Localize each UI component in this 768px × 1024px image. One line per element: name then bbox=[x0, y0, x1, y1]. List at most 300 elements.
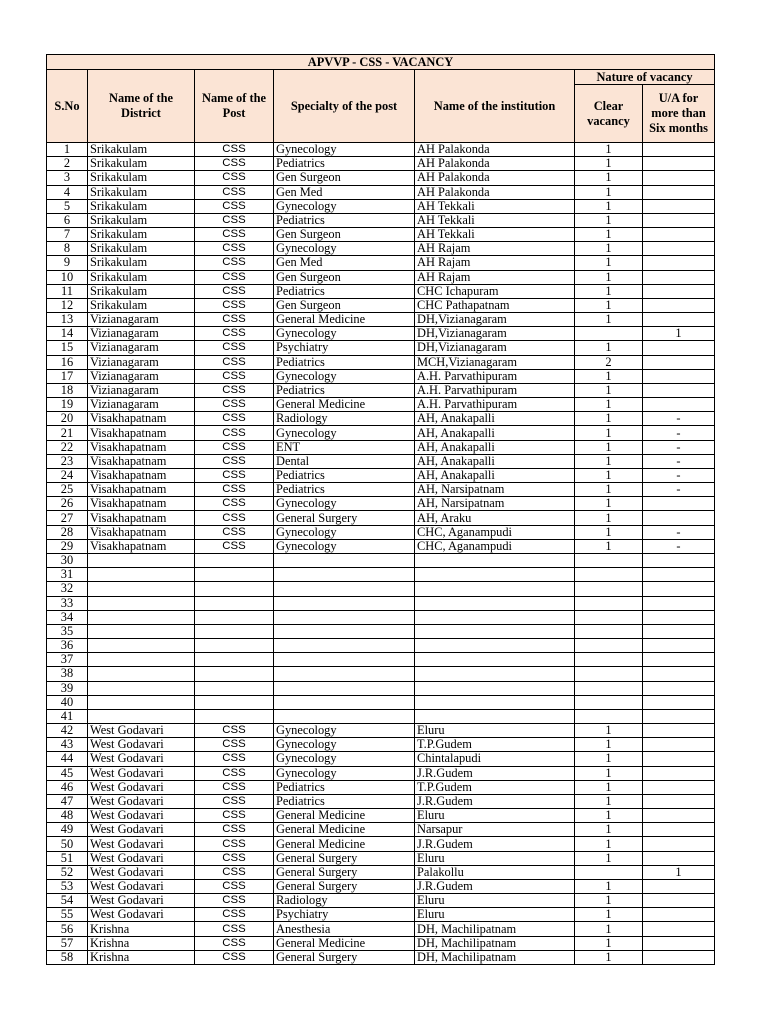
cell-post: CSS bbox=[195, 284, 274, 298]
cell-clear-vacancy: 1 bbox=[575, 298, 643, 312]
cell-institution: A.H. Parvathipuram bbox=[415, 383, 575, 397]
cell-post: CSS bbox=[195, 341, 274, 355]
cell-post: CSS bbox=[195, 908, 274, 922]
cell-institution bbox=[415, 667, 575, 681]
cell-post: CSS bbox=[195, 242, 274, 256]
table-header bbox=[47, 55, 715, 143]
cell-district: Srikakulam bbox=[88, 199, 195, 213]
cell-ua-vacancy bbox=[643, 610, 715, 624]
cell-clear-vacancy: 1 bbox=[575, 143, 643, 157]
cell-sno: 41 bbox=[47, 709, 88, 723]
cell-institution bbox=[415, 681, 575, 695]
cell-post bbox=[195, 624, 274, 638]
cell-institution: T.P.Gudem bbox=[415, 780, 575, 794]
cell-institution: AH Palakonda bbox=[415, 185, 575, 199]
cell-institution: CHC Ichapuram bbox=[415, 284, 575, 298]
cell-district: Vizianagaram bbox=[88, 313, 195, 327]
cell-district bbox=[88, 624, 195, 638]
cell-district: Srikakulam bbox=[88, 157, 195, 171]
cell-institution: CHC, Aganampudi bbox=[415, 539, 575, 553]
cell-institution: J.R.Gudem bbox=[415, 766, 575, 780]
cell-district: Vizianagaram bbox=[88, 369, 195, 383]
table-row bbox=[47, 894, 715, 908]
cell-specialty: Pediatrics bbox=[274, 383, 415, 397]
cell-clear-vacancy: 1 bbox=[575, 752, 643, 766]
cell-ua-vacancy bbox=[643, 738, 715, 752]
cell-institution: AH Tekkali bbox=[415, 199, 575, 213]
cell-institution: AH Palakonda bbox=[415, 143, 575, 157]
cell-clear-vacancy bbox=[575, 596, 643, 610]
cell-institution: AH, Araku bbox=[415, 511, 575, 525]
cell-district: West Godavari bbox=[88, 851, 195, 865]
cell-district: Visakhapatnam bbox=[88, 483, 195, 497]
cell-institution: AH Tekkali bbox=[415, 213, 575, 227]
table-row bbox=[47, 355, 715, 369]
cell-district bbox=[88, 681, 195, 695]
cell-institution: DH,Vizianagaram bbox=[415, 327, 575, 341]
cell-specialty: Gynecology bbox=[274, 497, 415, 511]
cell-district: Visakhapatnam bbox=[88, 426, 195, 440]
table-row bbox=[47, 681, 715, 695]
cell-post: CSS bbox=[195, 412, 274, 426]
table-row bbox=[47, 185, 715, 199]
cell-clear-vacancy: 1 bbox=[575, 738, 643, 752]
table-row bbox=[47, 780, 715, 794]
table-row bbox=[47, 412, 715, 426]
cell-district: West Godavari bbox=[88, 908, 195, 922]
cell-ua-vacancy: 1 bbox=[643, 865, 715, 879]
cell-clear-vacancy: 1 bbox=[575, 383, 643, 397]
table-row bbox=[47, 242, 715, 256]
cell-institution: J.R.Gudem bbox=[415, 837, 575, 851]
cell-ua-vacancy bbox=[643, 823, 715, 837]
cell-district: West Godavari bbox=[88, 780, 195, 794]
cell-ua-vacancy: - bbox=[643, 454, 715, 468]
cell-specialty: Pediatrics bbox=[274, 794, 415, 808]
cell-specialty: Gynecology bbox=[274, 369, 415, 383]
cell-ua-vacancy bbox=[643, 185, 715, 199]
cell-post: CSS bbox=[195, 809, 274, 823]
cell-sno: 44 bbox=[47, 752, 88, 766]
cell-district: Visakhapatnam bbox=[88, 440, 195, 454]
cell-district: West Godavari bbox=[88, 894, 195, 908]
cell-sno: 39 bbox=[47, 681, 88, 695]
cell-sno: 19 bbox=[47, 398, 88, 412]
cell-institution: J.R.Gudem bbox=[415, 794, 575, 808]
cell-post: CSS bbox=[195, 879, 274, 893]
cell-district: Srikakulam bbox=[88, 185, 195, 199]
cell-clear-vacancy: 1 bbox=[575, 171, 643, 185]
cell-sno: 26 bbox=[47, 497, 88, 511]
cell-district: Vizianagaram bbox=[88, 383, 195, 397]
cell-district: Visakhapatnam bbox=[88, 511, 195, 525]
cell-institution: CHC Pathapatnam bbox=[415, 298, 575, 312]
cell-ua-vacancy bbox=[643, 766, 715, 780]
cell-institution: AH, Anakapalli bbox=[415, 426, 575, 440]
table-row bbox=[47, 383, 715, 397]
cell-institution bbox=[415, 695, 575, 709]
cell-institution: Chintalapudi bbox=[415, 752, 575, 766]
table-row bbox=[47, 667, 715, 681]
cell-institution: AH Rajam bbox=[415, 270, 575, 284]
table-row bbox=[47, 809, 715, 823]
cell-district: Visakhapatnam bbox=[88, 539, 195, 553]
cell-post: CSS bbox=[195, 298, 274, 312]
cell-post: CSS bbox=[195, 823, 274, 837]
cell-district: Vizianagaram bbox=[88, 398, 195, 412]
cell-post: CSS bbox=[195, 865, 274, 879]
cell-specialty: Psychiatry bbox=[274, 341, 415, 355]
cell-sno: 46 bbox=[47, 780, 88, 794]
table-row bbox=[47, 440, 715, 454]
cell-clear-vacancy bbox=[575, 568, 643, 582]
cell-ua-vacancy bbox=[643, 879, 715, 893]
cell-sno: 28 bbox=[47, 525, 88, 539]
cell-specialty: Gynecology bbox=[274, 242, 415, 256]
cell-specialty: Radiology bbox=[274, 894, 415, 908]
cell-sno: 56 bbox=[47, 922, 88, 936]
cell-institution bbox=[415, 639, 575, 653]
cell-clear-vacancy bbox=[575, 695, 643, 709]
cell-post: CSS bbox=[195, 837, 274, 851]
cell-district: Srikakulam bbox=[88, 256, 195, 270]
table-row bbox=[47, 341, 715, 355]
cell-specialty: Pediatrics bbox=[274, 284, 415, 298]
cell-specialty: Gynecology bbox=[274, 766, 415, 780]
cell-specialty: Anesthesia bbox=[274, 922, 415, 936]
header-clear-vacancy: Clear vacancy bbox=[575, 85, 643, 143]
cell-clear-vacancy: 1 bbox=[575, 284, 643, 298]
header-post: Name of the Post bbox=[195, 70, 274, 143]
cell-post bbox=[195, 553, 274, 567]
cell-sno: 18 bbox=[47, 383, 88, 397]
table-row bbox=[47, 879, 715, 893]
table-row bbox=[47, 596, 715, 610]
cell-ua-vacancy bbox=[643, 497, 715, 511]
cell-district: West Godavari bbox=[88, 794, 195, 808]
cell-specialty: Gen Surgeon bbox=[274, 298, 415, 312]
cell-post: CSS bbox=[195, 426, 274, 440]
cell-specialty: Gen Surgeon bbox=[274, 228, 415, 242]
cell-sno: 57 bbox=[47, 936, 88, 950]
cell-specialty: Pediatrics bbox=[274, 355, 415, 369]
cell-ua-vacancy bbox=[643, 851, 715, 865]
cell-clear-vacancy: 1 bbox=[575, 426, 643, 440]
cell-sno: 1 bbox=[47, 143, 88, 157]
cell-sno: 53 bbox=[47, 879, 88, 893]
cell-clear-vacancy: 1 bbox=[575, 228, 643, 242]
cell-institution: AH, Anakapalli bbox=[415, 468, 575, 482]
cell-district bbox=[88, 667, 195, 681]
cell-post bbox=[195, 596, 274, 610]
cell-clear-vacancy: 1 bbox=[575, 369, 643, 383]
table-row bbox=[47, 483, 715, 497]
cell-clear-vacancy: 1 bbox=[575, 908, 643, 922]
cell-sno: 22 bbox=[47, 440, 88, 454]
cell-clear-vacancy: 1 bbox=[575, 256, 643, 270]
cell-sno: 3 bbox=[47, 171, 88, 185]
cell-ua-vacancy bbox=[643, 199, 715, 213]
cell-clear-vacancy: 1 bbox=[575, 412, 643, 426]
cell-specialty bbox=[274, 639, 415, 653]
cell-institution: Eluru bbox=[415, 724, 575, 738]
cell-sno: 27 bbox=[47, 511, 88, 525]
cell-ua-vacancy: - bbox=[643, 426, 715, 440]
cell-post: CSS bbox=[195, 539, 274, 553]
cell-post: CSS bbox=[195, 228, 274, 242]
cell-clear-vacancy: 1 bbox=[575, 213, 643, 227]
cell-ua-vacancy: - bbox=[643, 468, 715, 482]
cell-sno: 49 bbox=[47, 823, 88, 837]
cell-specialty: General Surgery bbox=[274, 851, 415, 865]
cell-specialty bbox=[274, 610, 415, 624]
cell-specialty bbox=[274, 624, 415, 638]
cell-ua-vacancy bbox=[643, 837, 715, 851]
cell-specialty: Pediatrics bbox=[274, 468, 415, 482]
cell-post: CSS bbox=[195, 525, 274, 539]
cell-post: CSS bbox=[195, 738, 274, 752]
cell-district: Vizianagaram bbox=[88, 355, 195, 369]
cell-clear-vacancy: 1 bbox=[575, 837, 643, 851]
cell-institution: A.H. Parvathipuram bbox=[415, 398, 575, 412]
cell-sno: 34 bbox=[47, 610, 88, 624]
table-body bbox=[47, 143, 715, 965]
cell-sno: 21 bbox=[47, 426, 88, 440]
cell-ua-vacancy: - bbox=[643, 483, 715, 497]
header-institution: Name of the institution bbox=[415, 70, 575, 143]
cell-district: West Godavari bbox=[88, 752, 195, 766]
vacancy-table bbox=[46, 54, 715, 965]
table-row bbox=[47, 738, 715, 752]
table-row bbox=[47, 936, 715, 950]
table-row bbox=[47, 908, 715, 922]
cell-ua-vacancy bbox=[643, 596, 715, 610]
cell-sno: 10 bbox=[47, 270, 88, 284]
cell-ua-vacancy bbox=[643, 908, 715, 922]
cell-specialty: General Medicine bbox=[274, 809, 415, 823]
cell-district: West Godavari bbox=[88, 823, 195, 837]
cell-post: CSS bbox=[195, 171, 274, 185]
cell-district: Krishna bbox=[88, 922, 195, 936]
cell-specialty: General Surgery bbox=[274, 950, 415, 964]
cell-specialty: Gynecology bbox=[274, 143, 415, 157]
cell-ua-vacancy bbox=[643, 724, 715, 738]
cell-clear-vacancy: 1 bbox=[575, 823, 643, 837]
cell-post: CSS bbox=[195, 213, 274, 227]
cell-district: Visakhapatnam bbox=[88, 525, 195, 539]
table-row bbox=[47, 624, 715, 638]
table-row bbox=[47, 653, 715, 667]
cell-sno: 25 bbox=[47, 483, 88, 497]
cell-specialty: Psychiatry bbox=[274, 908, 415, 922]
cell-district bbox=[88, 709, 195, 723]
cell-sno: 8 bbox=[47, 242, 88, 256]
cell-sno: 32 bbox=[47, 582, 88, 596]
cell-sno: 58 bbox=[47, 950, 88, 964]
cell-ua-vacancy bbox=[643, 709, 715, 723]
cell-specialty: Gynecology bbox=[274, 525, 415, 539]
cell-post bbox=[195, 709, 274, 723]
cell-sno: 13 bbox=[47, 313, 88, 327]
cell-clear-vacancy bbox=[575, 610, 643, 624]
cell-specialty: General Surgery bbox=[274, 511, 415, 525]
table-row bbox=[47, 171, 715, 185]
cell-clear-vacancy: 1 bbox=[575, 454, 643, 468]
header-specialty: Specialty of the post bbox=[274, 70, 415, 143]
cell-specialty: Gynecology bbox=[274, 752, 415, 766]
table-row bbox=[47, 539, 715, 553]
cell-post: CSS bbox=[195, 327, 274, 341]
cell-district: Srikakulam bbox=[88, 171, 195, 185]
header-district: Name of the District bbox=[88, 70, 195, 143]
cell-post: CSS bbox=[195, 270, 274, 284]
cell-sno: 30 bbox=[47, 553, 88, 567]
cell-institution: AH, Anakapalli bbox=[415, 454, 575, 468]
cell-post bbox=[195, 639, 274, 653]
cell-clear-vacancy: 1 bbox=[575, 950, 643, 964]
cell-post: CSS bbox=[195, 497, 274, 511]
cell-post: CSS bbox=[195, 440, 274, 454]
cell-ua-vacancy bbox=[643, 171, 715, 185]
cell-specialty: General Surgery bbox=[274, 865, 415, 879]
cell-institution bbox=[415, 610, 575, 624]
cell-specialty: General Medicine bbox=[274, 823, 415, 837]
table-row bbox=[47, 823, 715, 837]
cell-specialty: Gynecology bbox=[274, 724, 415, 738]
cell-district: Krishna bbox=[88, 950, 195, 964]
cell-institution: AH Rajam bbox=[415, 242, 575, 256]
cell-ua-vacancy bbox=[643, 213, 715, 227]
cell-sno: 33 bbox=[47, 596, 88, 610]
cell-clear-vacancy bbox=[575, 667, 643, 681]
cell-institution: DH, Machilipatnam bbox=[415, 950, 575, 964]
table-row bbox=[47, 454, 715, 468]
cell-specialty: Pediatrics bbox=[274, 483, 415, 497]
cell-institution: CHC, Aganampudi bbox=[415, 525, 575, 539]
cell-ua-vacancy bbox=[643, 256, 715, 270]
cell-specialty: ENT bbox=[274, 440, 415, 454]
cell-sno: 36 bbox=[47, 639, 88, 653]
cell-clear-vacancy: 1 bbox=[575, 270, 643, 284]
cell-post: CSS bbox=[195, 724, 274, 738]
cell-district: Vizianagaram bbox=[88, 341, 195, 355]
cell-clear-vacancy: 2 bbox=[575, 355, 643, 369]
cell-sno: 43 bbox=[47, 738, 88, 752]
cell-institution: AH Rajam bbox=[415, 256, 575, 270]
cell-specialty bbox=[274, 709, 415, 723]
cell-clear-vacancy: 1 bbox=[575, 766, 643, 780]
cell-specialty: General Medicine bbox=[274, 837, 415, 851]
cell-clear-vacancy: 1 bbox=[575, 242, 643, 256]
table-row bbox=[47, 426, 715, 440]
cell-ua-vacancy bbox=[643, 894, 715, 908]
cell-specialty: Gen Surgeon bbox=[274, 270, 415, 284]
cell-ua-vacancy bbox=[643, 341, 715, 355]
cell-ua-vacancy bbox=[643, 313, 715, 327]
cell-post: CSS bbox=[195, 143, 274, 157]
cell-post: CSS bbox=[195, 766, 274, 780]
cell-ua-vacancy bbox=[643, 639, 715, 653]
cell-clear-vacancy: 1 bbox=[575, 780, 643, 794]
cell-ua-vacancy bbox=[643, 157, 715, 171]
cell-sno: 52 bbox=[47, 865, 88, 879]
cell-institution bbox=[415, 624, 575, 638]
cell-district bbox=[88, 553, 195, 567]
cell-district: West Godavari bbox=[88, 879, 195, 893]
cell-specialty: General Surgery bbox=[274, 879, 415, 893]
cell-district bbox=[88, 568, 195, 582]
cell-post: CSS bbox=[195, 511, 274, 525]
cell-institution: Palakollu bbox=[415, 865, 575, 879]
cell-clear-vacancy bbox=[575, 653, 643, 667]
cell-clear-vacancy bbox=[575, 582, 643, 596]
cell-institution: AH Tekkali bbox=[415, 228, 575, 242]
cell-sno: 55 bbox=[47, 908, 88, 922]
cell-district: Srikakulam bbox=[88, 228, 195, 242]
table-title: APVVP - CSS - VACANCY bbox=[47, 55, 715, 70]
table-row bbox=[47, 837, 715, 851]
cell-specialty: Dental bbox=[274, 454, 415, 468]
cell-ua-vacancy bbox=[643, 568, 715, 582]
cell-institution: AH, Narsipatnam bbox=[415, 483, 575, 497]
table-row bbox=[47, 398, 715, 412]
cell-sno: 11 bbox=[47, 284, 88, 298]
cell-post: CSS bbox=[195, 950, 274, 964]
cell-post: CSS bbox=[195, 313, 274, 327]
table-row bbox=[47, 228, 715, 242]
cell-specialty bbox=[274, 653, 415, 667]
cell-ua-vacancy: - bbox=[643, 440, 715, 454]
cell-specialty: Gynecology bbox=[274, 327, 415, 341]
cell-district bbox=[88, 653, 195, 667]
cell-ua-vacancy: - bbox=[643, 525, 715, 539]
cell-specialty: Pediatrics bbox=[274, 213, 415, 227]
table-row bbox=[47, 468, 715, 482]
cell-sno: 54 bbox=[47, 894, 88, 908]
table-row bbox=[47, 922, 715, 936]
cell-specialty: Gynecology bbox=[274, 426, 415, 440]
header-nature-of-vacancy: Nature of vacancy bbox=[575, 70, 715, 85]
cell-ua-vacancy bbox=[643, 922, 715, 936]
cell-ua-vacancy bbox=[643, 681, 715, 695]
cell-clear-vacancy: 1 bbox=[575, 185, 643, 199]
cell-sno: 2 bbox=[47, 157, 88, 171]
cell-district: Visakhapatnam bbox=[88, 497, 195, 511]
cell-clear-vacancy: 1 bbox=[575, 879, 643, 893]
cell-clear-vacancy bbox=[575, 865, 643, 879]
cell-sno: 17 bbox=[47, 369, 88, 383]
cell-post: CSS bbox=[195, 157, 274, 171]
cell-ua-vacancy bbox=[643, 653, 715, 667]
cell-district: Srikakulam bbox=[88, 298, 195, 312]
cell-clear-vacancy: 1 bbox=[575, 497, 643, 511]
cell-specialty bbox=[274, 596, 415, 610]
cell-institution: AH, Anakapalli bbox=[415, 412, 575, 426]
cell-post: CSS bbox=[195, 752, 274, 766]
cell-post bbox=[195, 667, 274, 681]
cell-post: CSS bbox=[195, 780, 274, 794]
cell-sno: 24 bbox=[47, 468, 88, 482]
cell-sno: 48 bbox=[47, 809, 88, 823]
cell-sno: 16 bbox=[47, 355, 88, 369]
cell-sno: 5 bbox=[47, 199, 88, 213]
cell-specialty: General Medicine bbox=[274, 313, 415, 327]
table-row bbox=[47, 511, 715, 525]
cell-institution: Eluru bbox=[415, 908, 575, 922]
cell-clear-vacancy: 1 bbox=[575, 894, 643, 908]
cell-district: Krishna bbox=[88, 936, 195, 950]
table-row bbox=[47, 327, 715, 341]
